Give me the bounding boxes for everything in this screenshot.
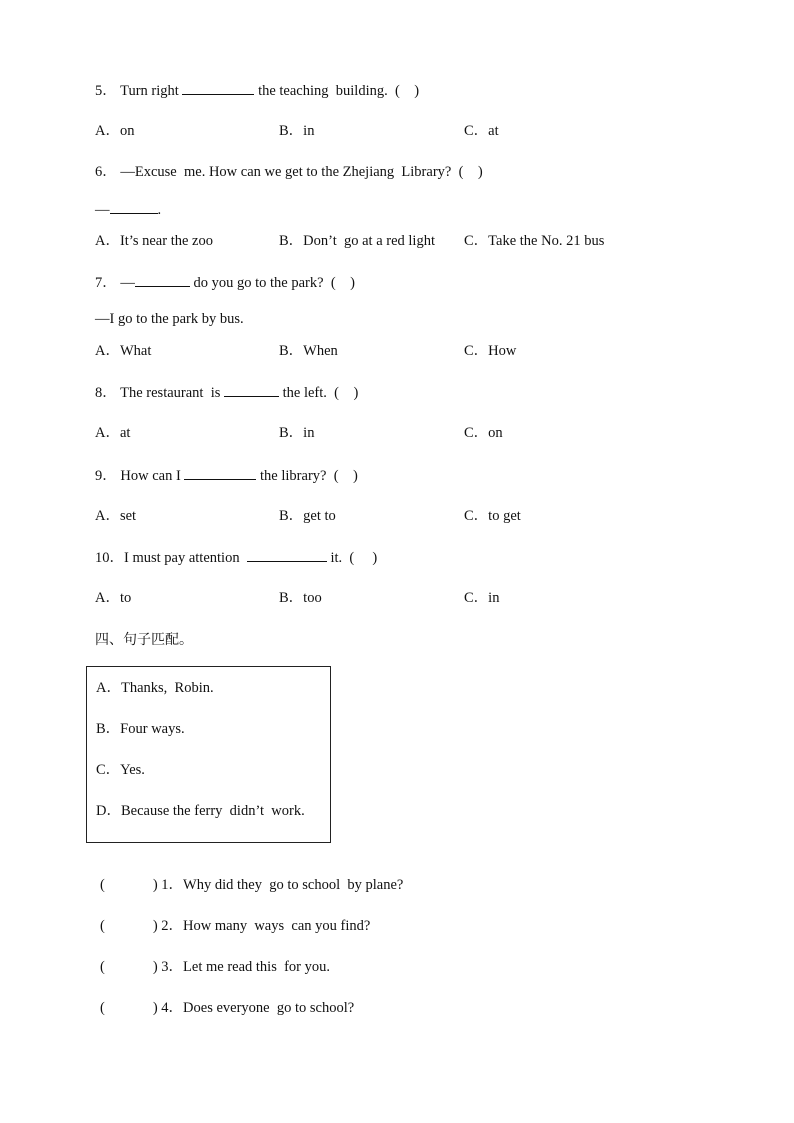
- question-10: [95, 548, 377, 567]
- open-paren: (: [100, 1000, 105, 1016]
- match-question: ) 3．Let me read this for you.: [152, 959, 331, 975]
- choice-c: C．Yes.: [96, 762, 145, 778]
- option-a[interactable]: A．set: [95, 508, 137, 524]
- question-text: —Excuse me. How can we get to the Zhejiang Library? ( ): [116, 164, 483, 180]
- question-number: 7．: [95, 275, 117, 291]
- option-b[interactable]: B．in: [279, 123, 315, 139]
- question-text: it. ( ): [326, 550, 378, 566]
- option-b[interactable]: B．too: [279, 590, 322, 606]
- option-b[interactable]: B．When: [279, 343, 338, 359]
- option-a[interactable]: A．on: [95, 123, 135, 139]
- question-text: How can I: [116, 468, 185, 484]
- answer-blank[interactable]: [247, 548, 327, 562]
- answer-blank[interactable]: [135, 273, 190, 287]
- option-a[interactable]: A．to: [95, 590, 132, 606]
- question-number: 5．: [95, 83, 117, 99]
- answer-blank[interactable]: [110, 200, 158, 214]
- match-item-3: [100, 958, 330, 976]
- question-text: the library? ( ): [256, 468, 358, 484]
- question-text: do you go to the park? ( ): [189, 275, 355, 291]
- question-8: [95, 383, 358, 402]
- option-a[interactable]: A．at: [95, 425, 131, 441]
- answer-blank[interactable]: [184, 466, 256, 480]
- choice-a: A．Thanks, Robin.: [96, 680, 214, 696]
- match-item-2: [100, 917, 370, 935]
- question-number: 10．: [95, 550, 124, 566]
- section-heading: 四、句子匹配。: [95, 632, 193, 648]
- open-paren: (: [100, 877, 105, 893]
- match-item-1: [100, 876, 403, 894]
- option-b[interactable]: B．get to: [279, 508, 336, 524]
- question-text: the teaching building. ( ): [254, 83, 420, 99]
- answer-choices-box: [86, 666, 331, 843]
- answer-blank[interactable]: [182, 81, 254, 95]
- option-a[interactable]: A．It’s near the zoo: [95, 233, 213, 249]
- answer-line: [95, 200, 161, 219]
- question-text: the left. ( ): [279, 385, 359, 401]
- open-paren: (: [100, 959, 105, 975]
- option-c[interactable]: C．Take the No. 21 bus: [464, 233, 605, 249]
- match-question: ) 1．Why did they go to school by plane?: [152, 877, 404, 893]
- match-question: ) 4．Does everyone go to school?: [152, 1000, 355, 1016]
- choice-b: B．Four ways.: [96, 721, 185, 737]
- match-item-4: [100, 999, 354, 1017]
- question-number: 9．: [95, 468, 117, 484]
- option-c[interactable]: C．How: [464, 343, 517, 359]
- period: .: [157, 202, 162, 218]
- question-9: [95, 466, 358, 485]
- question-7: [95, 273, 355, 292]
- option-c[interactable]: C．on: [464, 425, 503, 441]
- option-c[interactable]: C．in: [464, 590, 500, 606]
- question-text: The restaurant is: [116, 385, 224, 401]
- question-text: Turn right: [116, 83, 183, 99]
- option-b[interactable]: B．in: [279, 425, 315, 441]
- question-6: [95, 163, 483, 181]
- question-5: [95, 81, 419, 100]
- question-number: 6．: [95, 164, 117, 180]
- question-text: I must pay attention: [124, 550, 247, 566]
- option-b[interactable]: B．Don’t go at a red light: [279, 233, 435, 249]
- option-c[interactable]: C．at: [464, 123, 499, 139]
- open-paren: (: [100, 918, 105, 934]
- answer-blank[interactable]: [224, 383, 279, 397]
- question-number: 8．: [95, 385, 117, 401]
- reply-line: —I go to the park by bus.: [95, 311, 244, 327]
- option-a[interactable]: A．What: [95, 343, 152, 359]
- option-c[interactable]: C．to get: [464, 508, 521, 524]
- choice-d: D．Because the ferry didn’t work.: [96, 803, 305, 819]
- match-question: ) 2．How many ways can you find?: [152, 918, 371, 934]
- dash: —: [95, 202, 110, 218]
- question-text: —: [116, 275, 135, 291]
